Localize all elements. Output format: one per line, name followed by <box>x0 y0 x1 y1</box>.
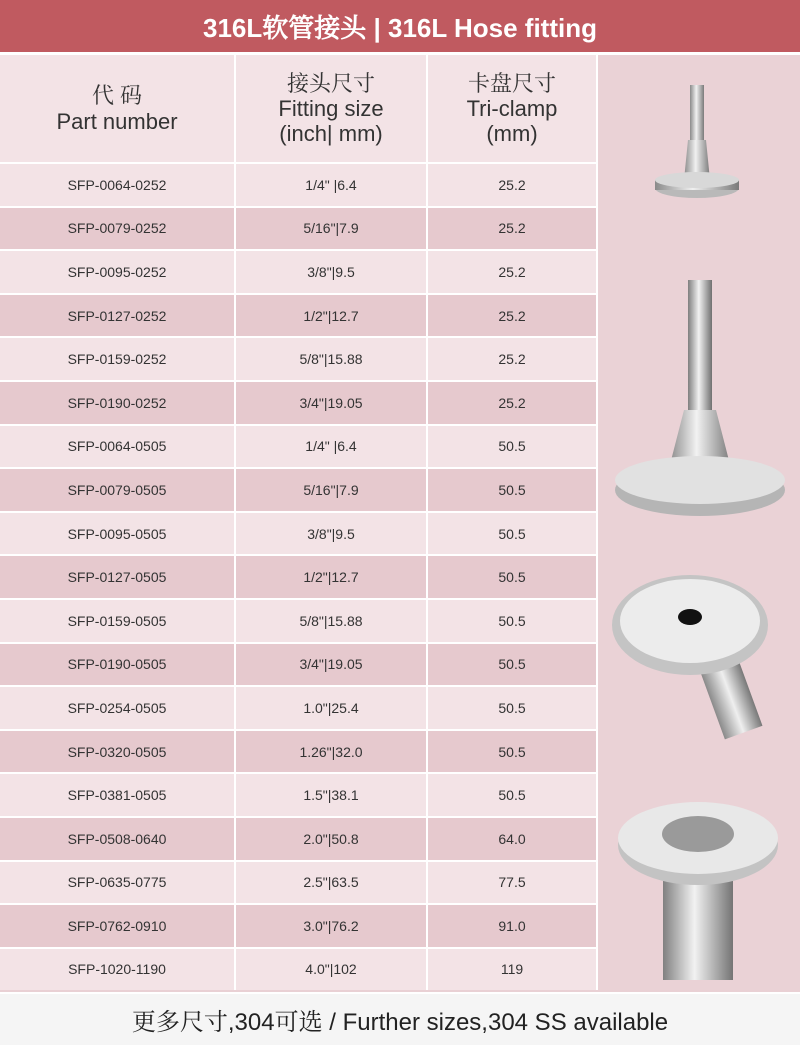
small-hose-fitting-image <box>648 80 748 210</box>
fitting-size-cell: 1/2"|12.7 <box>303 569 359 586</box>
tri-clamp-cell: 64.0 <box>498 830 526 847</box>
fitting-size-cell: 5/16"|7.9 <box>303 481 359 498</box>
tri-clamp-cell: 50.5 <box>498 743 526 760</box>
tri-clamp-cell: 50.5 <box>498 656 526 673</box>
fitting-size-cell: 3.0"|76.2 <box>303 917 359 934</box>
fitting-size-cell: 5/16"|7.9 <box>303 220 359 237</box>
tri-clamp-cell: 50.5 <box>498 438 526 455</box>
table-row <box>0 947 596 991</box>
tri-clamp-cell: 50.5 <box>498 569 526 586</box>
tri-clamp-cell: 50.5 <box>498 525 526 542</box>
tri-clamp-cell: 77.5 <box>498 874 526 891</box>
table-row <box>0 772 596 816</box>
part-number-cell: SFP-0064-0505 <box>67 438 167 455</box>
fitting-size-cell: 1/2"|12.7 <box>303 307 359 324</box>
part-number-cell: SFP-1020-1190 <box>68 961 166 978</box>
table-row <box>0 554 596 598</box>
table-row <box>0 685 596 729</box>
title-bar <box>0 0 800 55</box>
table-row <box>0 380 596 424</box>
table-row <box>0 293 596 337</box>
part-number-cell: SFP-0064-0252 <box>67 176 167 193</box>
part-number-cell: SFP-0095-0252 <box>67 263 167 280</box>
part-number-cell: SFP-0159-0252 <box>67 351 167 368</box>
table-header <box>0 55 596 162</box>
tri-clamp-cell: 50.5 <box>498 481 526 498</box>
table-row <box>0 249 596 293</box>
fitting-size-cell: 5/8"|15.88 <box>299 612 363 629</box>
fitting-size-cell: 3/8"|9.5 <box>307 525 355 542</box>
column-divider <box>426 55 428 990</box>
part-number-cell: SFP-0095-0505 <box>67 525 167 542</box>
product-table <box>0 55 800 990</box>
header-clamp-cn: 卡盘尺寸 <box>467 70 556 96</box>
fitting-size-cell: 3/4"|19.05 <box>299 394 363 411</box>
tri-clamp-cell: 25.2 <box>498 220 526 237</box>
part-number-cell: SFP-0254-0505 <box>67 699 167 716</box>
tri-clamp-cell: 25.2 <box>498 307 526 324</box>
tri-clamp-cell: 50.5 <box>498 787 526 804</box>
header-tri-clamp <box>428 55 596 162</box>
part-number-cell: SFP-0159-0505 <box>67 612 167 629</box>
page-title: 316L软管接头 | 316L Hose fitting <box>203 12 597 43</box>
table-row <box>0 424 596 468</box>
flange-face-image <box>610 555 790 745</box>
header-fit-en1: Fitting size <box>278 95 384 121</box>
header-clamp-en1: Tri-clamp <box>466 95 558 121</box>
table-row <box>0 816 596 860</box>
fitting-size-cell: 1.26"|32.0 <box>299 743 363 760</box>
tri-clamp-cell: 25.2 <box>498 263 526 280</box>
part-number-cell: SFP-0127-0505 <box>67 569 167 586</box>
header-fit-cn: 接头尺寸 <box>286 70 375 96</box>
header-fit-en2: (inch| mm) <box>279 121 383 147</box>
part-number-cell: SFP-0381-0505 <box>67 787 167 804</box>
table-row <box>0 860 596 904</box>
tri-clamp-cell: 91.0 <box>498 917 526 934</box>
fitting-size-cell: 1/4" |6.4 <box>305 176 357 193</box>
table-row <box>0 511 596 555</box>
tri-clamp-cell: 50.5 <box>498 612 526 629</box>
tri-clamp-cell: 50.5 <box>498 699 526 716</box>
large-hose-fitting-image <box>610 270 790 540</box>
part-number-cell: SFP-0508-0640 <box>67 830 167 847</box>
tri-clamp-cell: 25.2 <box>498 176 526 193</box>
part-number-cell: SFP-0635-0775 <box>67 874 167 891</box>
product-images <box>598 55 800 990</box>
table-row <box>0 162 596 206</box>
fitting-size-cell: 1.0"|25.4 <box>303 699 359 716</box>
table-row <box>0 729 596 773</box>
tri-clamp-cell: 25.2 <box>498 394 526 411</box>
footer-text: 更多尺寸,304可选 / Further sizes,304 SS available <box>131 1009 669 1036</box>
part-number-cell: SFP-0320-0505 <box>67 743 167 760</box>
fitting-size-cell: 1.5"|38.1 <box>303 787 359 804</box>
fitting-size-cell: 3/8"|9.5 <box>307 263 355 280</box>
column-divider <box>234 55 236 990</box>
part-number-cell: SFP-0127-0252 <box>67 307 167 324</box>
header-part-en: Part number <box>56 108 178 134</box>
table-row <box>0 336 596 380</box>
fitting-size-cell: 1/4" |6.4 <box>305 438 357 455</box>
tri-clamp-cell: 25.2 <box>498 351 526 368</box>
header-part-cn: 代 码 <box>91 83 143 109</box>
footer-note <box>0 992 800 1045</box>
table-body <box>0 162 596 990</box>
header-part-number <box>0 55 234 162</box>
large-bore-fitting-image <box>613 790 788 990</box>
part-number-cell: SFP-0190-0505 <box>67 656 167 673</box>
fitting-size-cell: 4.0"|102 <box>305 961 357 978</box>
table-row <box>0 642 596 686</box>
fitting-size-cell: 2.5"|63.5 <box>303 874 359 891</box>
part-number-cell: SFP-0190-0252 <box>67 394 167 411</box>
fitting-size-cell: 2.0"|50.8 <box>303 830 359 847</box>
table-row <box>0 467 596 511</box>
part-number-cell: SFP-0079-0252 <box>67 220 167 237</box>
fitting-size-cell: 5/8"|15.88 <box>299 351 363 368</box>
fitting-size-cell: 3/4"|19.05 <box>299 656 363 673</box>
tri-clamp-cell: 119 <box>500 961 524 978</box>
table-row <box>0 903 596 947</box>
table-row <box>0 206 596 250</box>
header-clamp-en2: (mm) <box>486 121 538 147</box>
table-row <box>0 598 596 642</box>
header-fitting-size <box>236 55 426 162</box>
part-number-cell: SFP-0079-0505 <box>67 481 167 498</box>
part-number-cell: SFP-0762-0910 <box>67 917 167 934</box>
